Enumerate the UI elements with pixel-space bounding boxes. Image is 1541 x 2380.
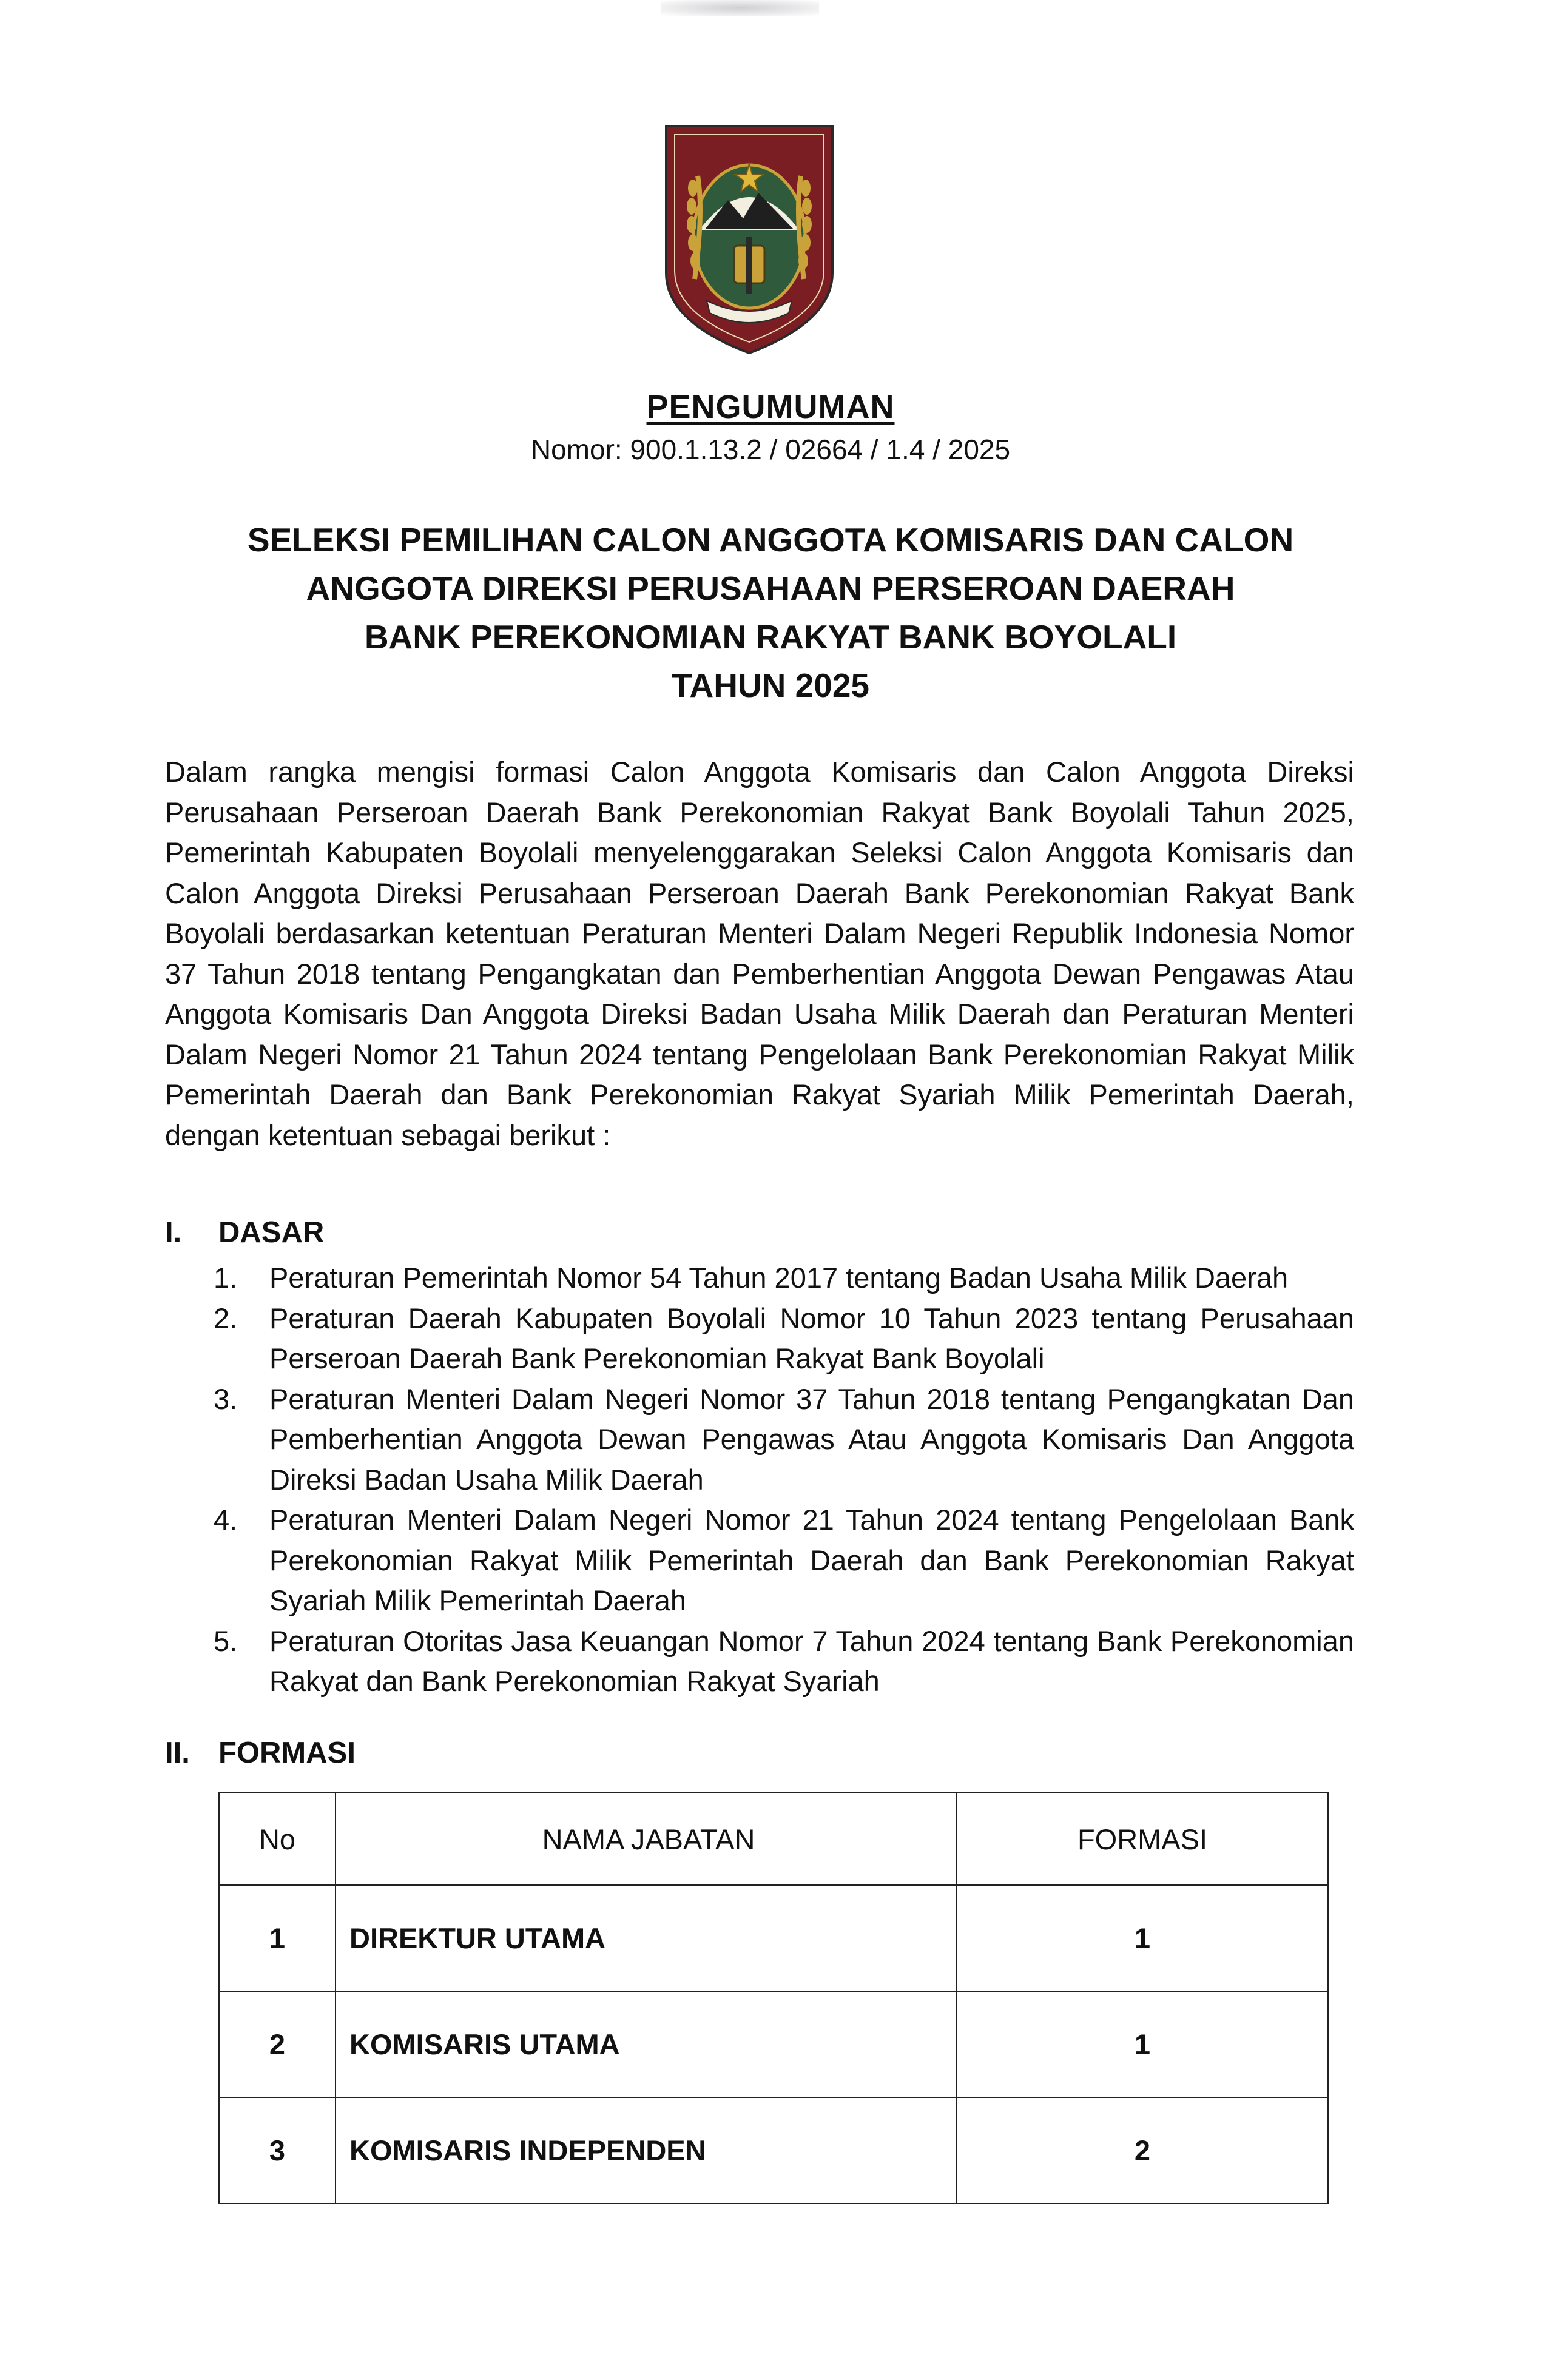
section-title: FORMASI — [218, 1736, 356, 1769]
list-item — [214, 1299, 1354, 1379]
list-item — [214, 1621, 1354, 1702]
list-item-number: 5. — [214, 1624, 238, 1657]
list-item — [214, 1258, 1354, 1299]
title-line: ANGGOTA DIREKSI PERUSAHAAN PERSEROAN DAERAH — [306, 570, 1235, 607]
list-item-number: 1. — [214, 1262, 238, 1294]
title-line: TAHUN 2025 — [671, 667, 870, 704]
document-number: Nomor: 900.1.13.2 / 02664 / 1.4 / 2025 — [530, 434, 1011, 465]
formasi-table — [218, 1792, 1329, 2204]
section-heading-formasi — [165, 1736, 356, 1770]
dasar-list — [214, 1258, 1354, 1702]
document-title: PENGUMUMAN — [646, 389, 895, 425]
list-item-number: 3. — [214, 1382, 238, 1415]
announcement-title — [170, 516, 1371, 710]
table-header-row — [219, 1793, 1328, 1885]
title-line: BANK PEREKONOMIAN RAKYAT BANK BOYOLALI — [364, 618, 1177, 656]
list-item-text: Peraturan Menteri Dalam Negeri Nomor 37 Tahun 2018 tentang Pengangkatan Dan Pemberhentian Anggota Dewan Pengawas Atau Anggota Komisaris Dan Anggota Direksi Badan Usaha Milik Daerah — [269, 1382, 1354, 1496]
column-header-formasi: FORMASI — [957, 1793, 1328, 1885]
list-item-text: Peraturan Pemerintah Nomor 54 Tahun 2017 tentang Badan Usaha Milik Daerah — [269, 1262, 1289, 1294]
list-item — [214, 1500, 1354, 1621]
list-item-number: 2. — [214, 1302, 238, 1334]
cell-formasi: 1 — [957, 1991, 1328, 2097]
cell-jabatan: DIREKTUR UTAMA — [336, 1885, 957, 1991]
table-row — [219, 1885, 1328, 1991]
section-number: I. — [165, 1216, 182, 1249]
title-line: SELEKSI PEMILIHAN CALON ANGGOTA KOMISARIS DAN CALON — [247, 521, 1294, 559]
cell-no: 2 — [219, 1991, 336, 2097]
section-title: DASAR — [218, 1216, 325, 1249]
list-item-number: 4. — [214, 1504, 238, 1536]
table-row — [219, 2097, 1328, 2204]
section-number: II. — [165, 1736, 190, 1769]
list-item-text: Peraturan Otoritas Jasa Keuangan Nomor 7 Tahun 2024 tentang Bank Perekonomian Rakyat dan Bank Perekonomian Rakyat Syariah — [269, 1624, 1354, 1697]
cell-no: 3 — [219, 2097, 336, 2204]
table-row — [219, 1991, 1328, 2097]
cell-jabatan: KOMISARIS UTAMA — [336, 1991, 957, 2097]
list-item — [214, 1379, 1354, 1501]
scan-artifact — [661, 0, 819, 16]
boyolali-coat-of-arms-icon — [661, 121, 837, 358]
section-heading-dasar — [165, 1215, 324, 1249]
cell-no: 1 — [219, 1885, 336, 1991]
cell-jabatan: KOMISARIS INDEPENDEN — [336, 2097, 957, 2204]
column-header-no: No — [219, 1793, 336, 1885]
list-item-text: Peraturan Daerah Kabupaten Boyolali Nomor 10 Tahun 2023 tentang Perusahaan Perseroan Daerah Bank Perekonomian Rakyat Bank Boyolali — [269, 1302, 1354, 1374]
list-item-text: Peraturan Menteri Dalam Negeri Nomor 21 Tahun 2024 tentang Pengelolaan Bank Perekonomian Rakyat Milik Pemerintah Daerah dan Bank Perekonomian Rakyat Syariah Milik Pemerintah Daerah — [269, 1504, 1354, 1616]
cell-formasi: 1 — [957, 1885, 1328, 1991]
column-header-jabatan: NAMA JABATAN — [336, 1793, 957, 1885]
intro-paragraph: Dalam rangka mengisi formasi Calon Anggota Komisaris dan Calon Anggota Direksi Perusahaan Perseroan Daerah Bank Perekonomian Rakyat Bank Boyolali Tahun 2025, Pemerintah Kabupaten Boyolali menyelenggarakan Seleksi Calon Anggota Komisaris dan Calon Anggota Direksi Perusahaan Perseroan Daerah Bank Perekonomian Rakyat Bank Boyolali berdasarkan ketentuan Peraturan Menteri Dalam Negeri Republik Indonesia Nomor 37 Tahun 2018 tentang Pengangkatan dan Pemberhentian Anggota Dewan Pengawas Atau Anggota Komisaris Dan Anggota Direksi Badan Usaha Milik Daerah dan Peraturan Menteri Dalam Negeri Nomor 21 Tahun 2024 tentang Pengelolaan Bank Perekonomian Rakyat Milik Pemerintah Daerah dan Bank Perekonomian Rakyat Syariah Milik Pemerintah Daerah, dengan ketentuan sebagai berikut : — [165, 756, 1354, 1151]
cell-formasi: 2 — [957, 2097, 1328, 2204]
